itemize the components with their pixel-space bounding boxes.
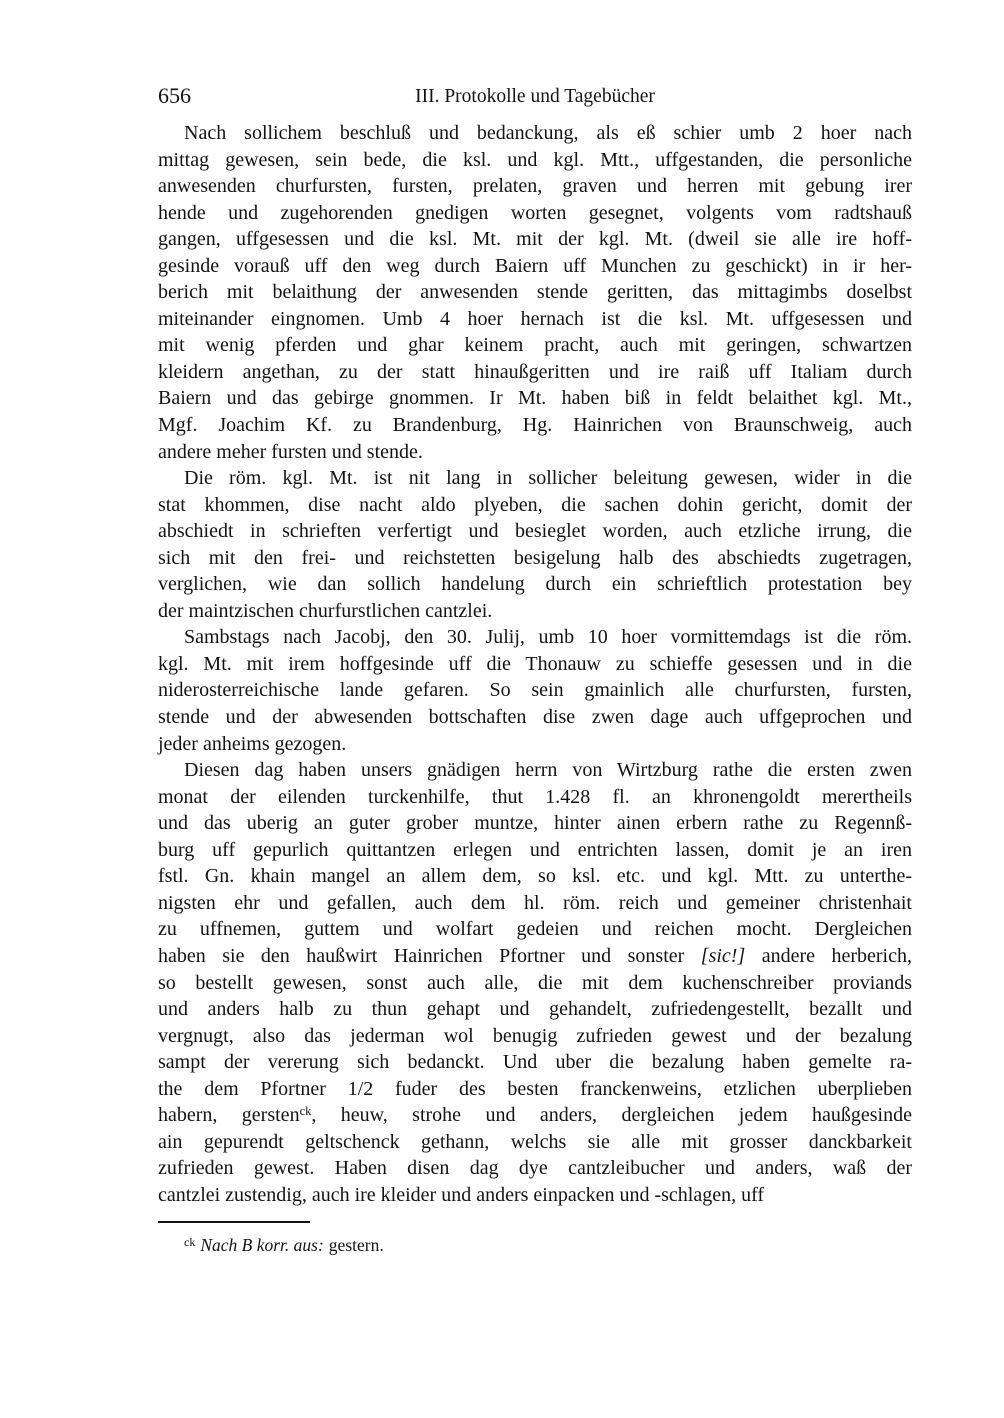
text-line <box>158 200 912 227</box>
text-line <box>158 518 912 545</box>
text-line <box>158 970 912 997</box>
footnote-marker: ck <box>184 1235 196 1250</box>
text-line <box>158 253 912 280</box>
text-line <box>158 1155 912 1182</box>
text-segment: kleidern angethan, zu der statt hinaußgeritten und ire raiß uff Italiam durch <box>158 360 912 383</box>
text-line <box>158 465 912 492</box>
text-line <box>158 890 912 917</box>
text-segment: verglichen, wie dan sollich handelung durch ein schrieftlich protestation bey <box>158 573 912 596</box>
text-segment: ain gepurendt geltschenck gethann, welchs sie alle mit grosser danckbarkeit <box>158 1130 912 1153</box>
text-line <box>158 1023 912 1050</box>
text-line <box>158 545 912 572</box>
text-line <box>158 147 912 174</box>
text-line <box>158 306 912 333</box>
text-line <box>158 1102 912 1129</box>
text-line <box>158 332 912 359</box>
text-line <box>158 1182 912 1209</box>
text-line <box>158 279 912 306</box>
text-line <box>158 943 912 970</box>
text-segment: mittag gewesen, sein bede, die ksl. und kgl. Mtt., uffgestanden, die personliche <box>158 148 912 171</box>
text-line <box>158 837 912 864</box>
text-segment: fstl. Gn. khain mangel an allem dem, so ksl. etc. und kgl. Mtt. zu unterthe- <box>158 865 912 888</box>
text-segment: Baiern und das gebirge gnommen. Ir Mt. haben biß in feldt belaithet kgl. Mt., <box>158 387 912 410</box>
text-segment: cantzlei zustendig, auch ire kleider und anders einpacken und -schlagen, uff <box>158 1183 765 1206</box>
text-segment: berich mit belaithung der anwesenden stende geritten, das mittagimbs doselbst <box>158 281 912 304</box>
running-header <box>158 84 912 110</box>
text-line <box>158 1049 912 1076</box>
text-segment: andere herberich, <box>745 944 912 967</box>
body-text <box>158 120 912 1208</box>
text-segment: habern, gersten <box>158 1104 300 1127</box>
text-segment: Diesen dag haben unsers gnädigen herrn von Wirtzburg rathe die ersten zwen <box>184 759 912 782</box>
footnote-text: gestern. <box>328 1235 384 1256</box>
text-segment: Sambstags nach Jacobj, den 30. Julij, umb 10 hoer vormittemdags ist die röm. <box>184 626 912 649</box>
text-line <box>158 1129 912 1156</box>
text-line <box>158 173 912 200</box>
text-segment: ck <box>299 1104 312 1119</box>
text-segment: nigsten ehr und gefallen, auch dem hl. röm. reich und gemeiner christenhait <box>158 891 912 914</box>
text-segment: Nach sollichem beschluß und bedanckung, als eß schier umb 2 hoer nach <box>184 122 912 144</box>
text-segment: monat der eilenden turckenhilfe, thut 1.428 fl. an khronengoldt merertheils <box>158 785 912 808</box>
page-content <box>158 84 912 1257</box>
text-segment: Mgf. Joachim Kf. zu Brandenburg, Hg. Hainrichen von Braunschweig, auch <box>158 414 912 437</box>
text-line <box>158 784 912 811</box>
text-line <box>158 916 912 943</box>
text-segment: miteinander eingnomen. Umb 4 hoer hernach ist die ksl. Mt. uffgesessen und <box>158 307 912 330</box>
text-segment: der maintzischen churfurstlichen cantzlei. <box>158 599 493 622</box>
text-line <box>158 120 912 147</box>
text-line <box>158 704 912 731</box>
text-segment: sampt der vererung sich bedanckt. Und uber die bezalung haben gemelte ra- <box>158 1051 912 1074</box>
text-segment: jeder anheims gezogen. <box>158 732 347 755</box>
text-line <box>158 731 912 758</box>
text-segment: und anders halb zu thun gehapt und gehandelt, zufriedengestellt, bezallt und <box>158 998 912 1021</box>
text-line <box>158 677 912 704</box>
text-line <box>158 571 912 598</box>
text-segment: anwesenden churfursten, fursten, prelaten, graven und herren mit gebung irer <box>158 175 912 198</box>
text-line <box>158 359 912 386</box>
text-segment: gesinde vorauß uff den weg durch Baiern uff Munchen zu geschickt) in ir her- <box>158 254 912 277</box>
text-line <box>158 598 912 625</box>
text-segment: gangen, uffgesessen und die ksl. Mt. mit der kgl. Mt. (dweil sie alle ire hoff- <box>158 228 912 251</box>
text-line <box>158 492 912 519</box>
text-segment: andere meher fursten und stende. <box>158 440 423 463</box>
text-line <box>158 651 912 678</box>
text-segment: , heuw, strohe und anders, dergleichen jedem haußgesinde <box>311 1104 912 1127</box>
text-segment: kgl. Mt. mit irem hoffgesinde uff die Thonauw zu schieffe gesessen und in die <box>158 652 912 675</box>
text-segment: vergnugt, also das jederman wol benugig zufrieden gewest und der bezalung <box>158 1024 912 1047</box>
text-line <box>158 1076 912 1103</box>
text-line <box>158 385 912 412</box>
text-segment: Die röm. kgl. Mt. ist nit lang in sollicher beleitung gewesen, wider in die <box>184 467 912 490</box>
text-segment: mit wenig pferden und ghar keinem pracht, auch mit geringen, schwartzen <box>158 334 912 357</box>
text-segment: hende und zugehorenden gnedigen worten gesegnet, volgents vom radtshauß <box>158 201 912 224</box>
text-line <box>158 996 912 1023</box>
text-line <box>158 863 912 890</box>
text-line <box>158 757 912 784</box>
text-segment: niderosterreichische lande gefaren. So sein gmainlich alle churfursten, fursten, <box>158 679 912 702</box>
text-line <box>158 624 912 651</box>
page-number: 656 <box>158 83 191 108</box>
text-segment: stende und der abwesenden bottschaften dise zwen dage auch uffgeprochen und <box>158 706 912 729</box>
text-line <box>158 412 912 439</box>
text-segment: haben sie den haußwirt Hainrichen Pfortner und sonster <box>158 944 701 967</box>
footnote <box>158 1233 912 1257</box>
text-segment: sich mit den frei- und reichstetten besigelung halb des abschiedts zugetragen, <box>158 546 912 569</box>
footnote-source-label: Nach B korr. aus: <box>200 1235 324 1256</box>
text-segment: burg uff gepurlich quittantzen erlegen und entrichten lassen, domit je an iren <box>158 838 912 861</box>
text-segment: [sic!] <box>700 944 746 967</box>
running-header-title: III. Protokolle und Tagebücher <box>415 86 655 107</box>
text-segment: und das uberig an guter grober muntze, hinter ainen erbern rathe zu Regennß- <box>158 812 912 835</box>
text-segment: stat khommen, dise nacht aldo plyeben, die sachen dohin gericht, domit der <box>158 493 912 516</box>
text-segment: the dem Pfortner 1/2 fuder des besten franckenweins, etzlichen uberplieben <box>158 1077 912 1100</box>
text-segment: abschiedt in schrieften verfertigt und besieglet worden, auch etzliche irrung, die <box>158 520 912 543</box>
text-line <box>158 810 912 837</box>
text-segment: zu uffnemen, guttem und wolfart gedeien und reichen mocht. Dergleichen <box>158 918 912 941</box>
footnote-separator <box>158 1221 310 1223</box>
text-segment: zufrieden gewest. Haben disen dag dye cantzleibucher und anders, waß der <box>158 1157 912 1180</box>
text-line <box>158 439 912 466</box>
text-line <box>158 226 912 253</box>
text-segment: so bestellt gewesen, sonst auch alle, die mit dem kuchenschreiber proviands <box>158 971 912 994</box>
